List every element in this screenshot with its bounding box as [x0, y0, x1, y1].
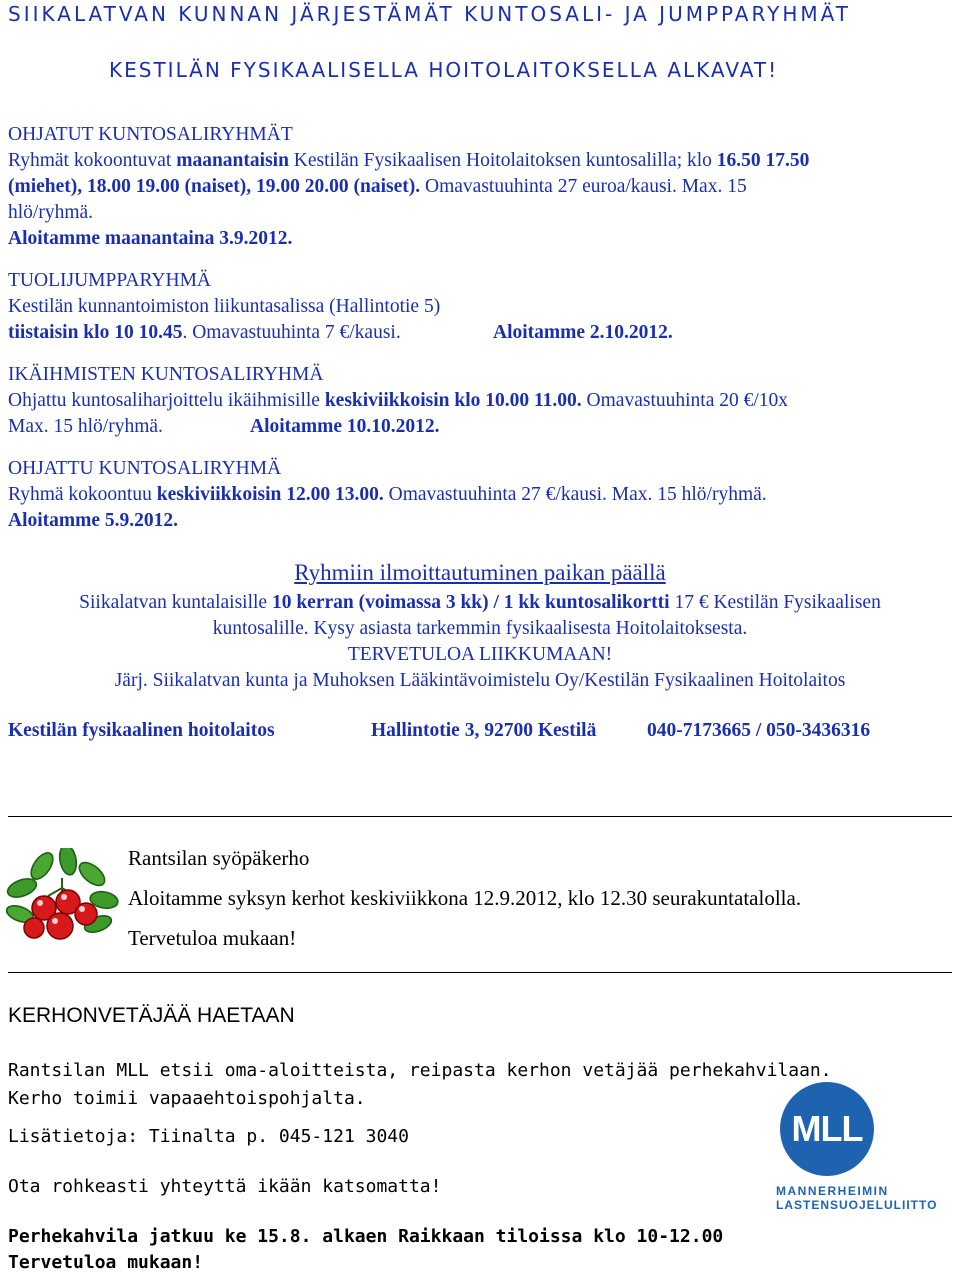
mll-cafe: Perhekahvila jatkuu ke 15.8. alkaen Raikkaan tiloissa klo 10-12.00: [8, 1226, 724, 1247]
group-line: Kestilän kunnantoimiston liikuntasalissa (Hallintotie 5): [8, 296, 441, 317]
group-line: hlö/ryhmä.: [8, 202, 94, 223]
contact-name: Kestilän fysikaalinen hoitolaitos: [8, 720, 275, 741]
registration-line: kuntosalille. Kysy asiasta tarkemmin fysikaalisesta Hoitolaitoksesta.: [212, 618, 748, 639]
group-heading: TUOLIJUMPPARYHMÄ: [8, 270, 211, 291]
club-line: Aloitamme syksyn kerhot keskiviikkona 12.9.2012, klo 12.30 seurakuntatalolla.: [128, 886, 802, 910]
contact-address: Hallintotie 3, 92700 Kestilä: [371, 720, 597, 741]
divider: [8, 972, 952, 973]
mll-logo: [776, 1082, 937, 1212]
group-start: Aloitamme 5.9.2012.: [8, 510, 179, 531]
group-line: tiistaisin klo 10 10.45. Omavastuuhinta 7 €/kausi.: [8, 322, 401, 343]
divider: [8, 816, 952, 817]
group-heading: OHJATUT KUNTOSALIRYHMÄT: [8, 124, 293, 145]
group-line: Ryhmä kokoontuu keskiviikkoisin 12.00 13.00. Omavastuuhinta 27 €/kausi. Max. 15 hlö/ryhmä.: [8, 484, 767, 505]
club-title: Rantsilan syöpäkerho: [128, 846, 310, 870]
page-title: SIIKALATVAN KUNNAN JÄRJESTÄMÄT KUNTOSALI- JA JUMPPARYHMÄT: [8, 2, 851, 26]
group-start: Aloitamme 2.10.2012.: [493, 322, 673, 343]
contact-phones: 040-7173665 / 050-3436316: [647, 720, 871, 741]
organizer-line: Järj. Siikalatvan kunta ja Muhoksen Lääkintävoimistelu Oy/Kestilän Fysikaalinen Hoitolaitos: [114, 670, 846, 691]
group-start: Aloitamme 10.10.2012.: [250, 416, 440, 437]
mll-heading: KERHONVETÄJÄÄ HAETAAN: [8, 1004, 295, 1027]
mll-logo-line2: LASTENSUOJELULIITTO: [776, 1198, 938, 1212]
mll-info: Lisätietoja: Tiinalta p. 045-121 3040: [8, 1126, 409, 1147]
group-line: Max. 15 hlö/ryhmä.: [8, 416, 163, 437]
group-heading: OHJATTU KUNTOSALIRYHMÄ: [8, 458, 282, 479]
group-heading: IKÄIHMISTEN KUNTOSALIRYHMÄ: [8, 364, 324, 385]
mll-logo-line1: MANNERHEIMIN: [776, 1184, 889, 1198]
group-line: Ohjattu kuntosaliharjoittelu ikäihmisille keskiviikkoisin klo 10.00 11.00. Omavastuuhinta 20 €/10x: [8, 390, 789, 411]
registration-line: Siikalatvan kuntalaisille 10 kerran (voimassa 3 kk) / 1 kk kuntosalikortti 17 € Kestilän Fysikaalisen: [79, 592, 881, 613]
mll-contact: Ota rohkeasti yhteyttä ikään katsomatta!: [8, 1176, 442, 1197]
group-start: Aloitamme maanantaina 3.9.2012.: [8, 228, 293, 249]
group-line: (miehet), 18.00 19.00 (naiset), 19.00 20.00 (naiset). Omavastuuhinta 27 euroa/kausi. Max. 15: [8, 176, 747, 197]
registration-welcome: TERVETULOA LIIKKUMAAN!: [347, 644, 613, 665]
club-welcome: Tervetuloa mukaan!: [128, 926, 297, 950]
group-line: Ryhmät kokoontuvat maanantaisin Kestilän Fysikaalisen Hoitolaitoksen kuntosalilla; klo 16.50 17.50: [8, 150, 810, 171]
lingonberry-image: [4, 848, 120, 946]
mll-logo-circle: [780, 1082, 874, 1176]
registration-title: Ryhmiin ilmoittautuminen paikan päällä: [294, 560, 666, 585]
mll-logo-mark: MLL: [791, 1108, 863, 1149]
mll-line: Kerho toimii vapaaehtoispohjalta.: [8, 1088, 366, 1109]
page-subtitle: KESTILÄN FYSIKAALISELLA HOITOLAITOKSELLA ALKAVAT!: [109, 58, 779, 82]
mll-welcome: Tervetuloa mukaan!: [8, 1252, 204, 1273]
mll-line: Rantsilan MLL etsii oma-aloitteista, reipasta kerhon vetäjää perhekahvilaan.: [8, 1060, 832, 1081]
